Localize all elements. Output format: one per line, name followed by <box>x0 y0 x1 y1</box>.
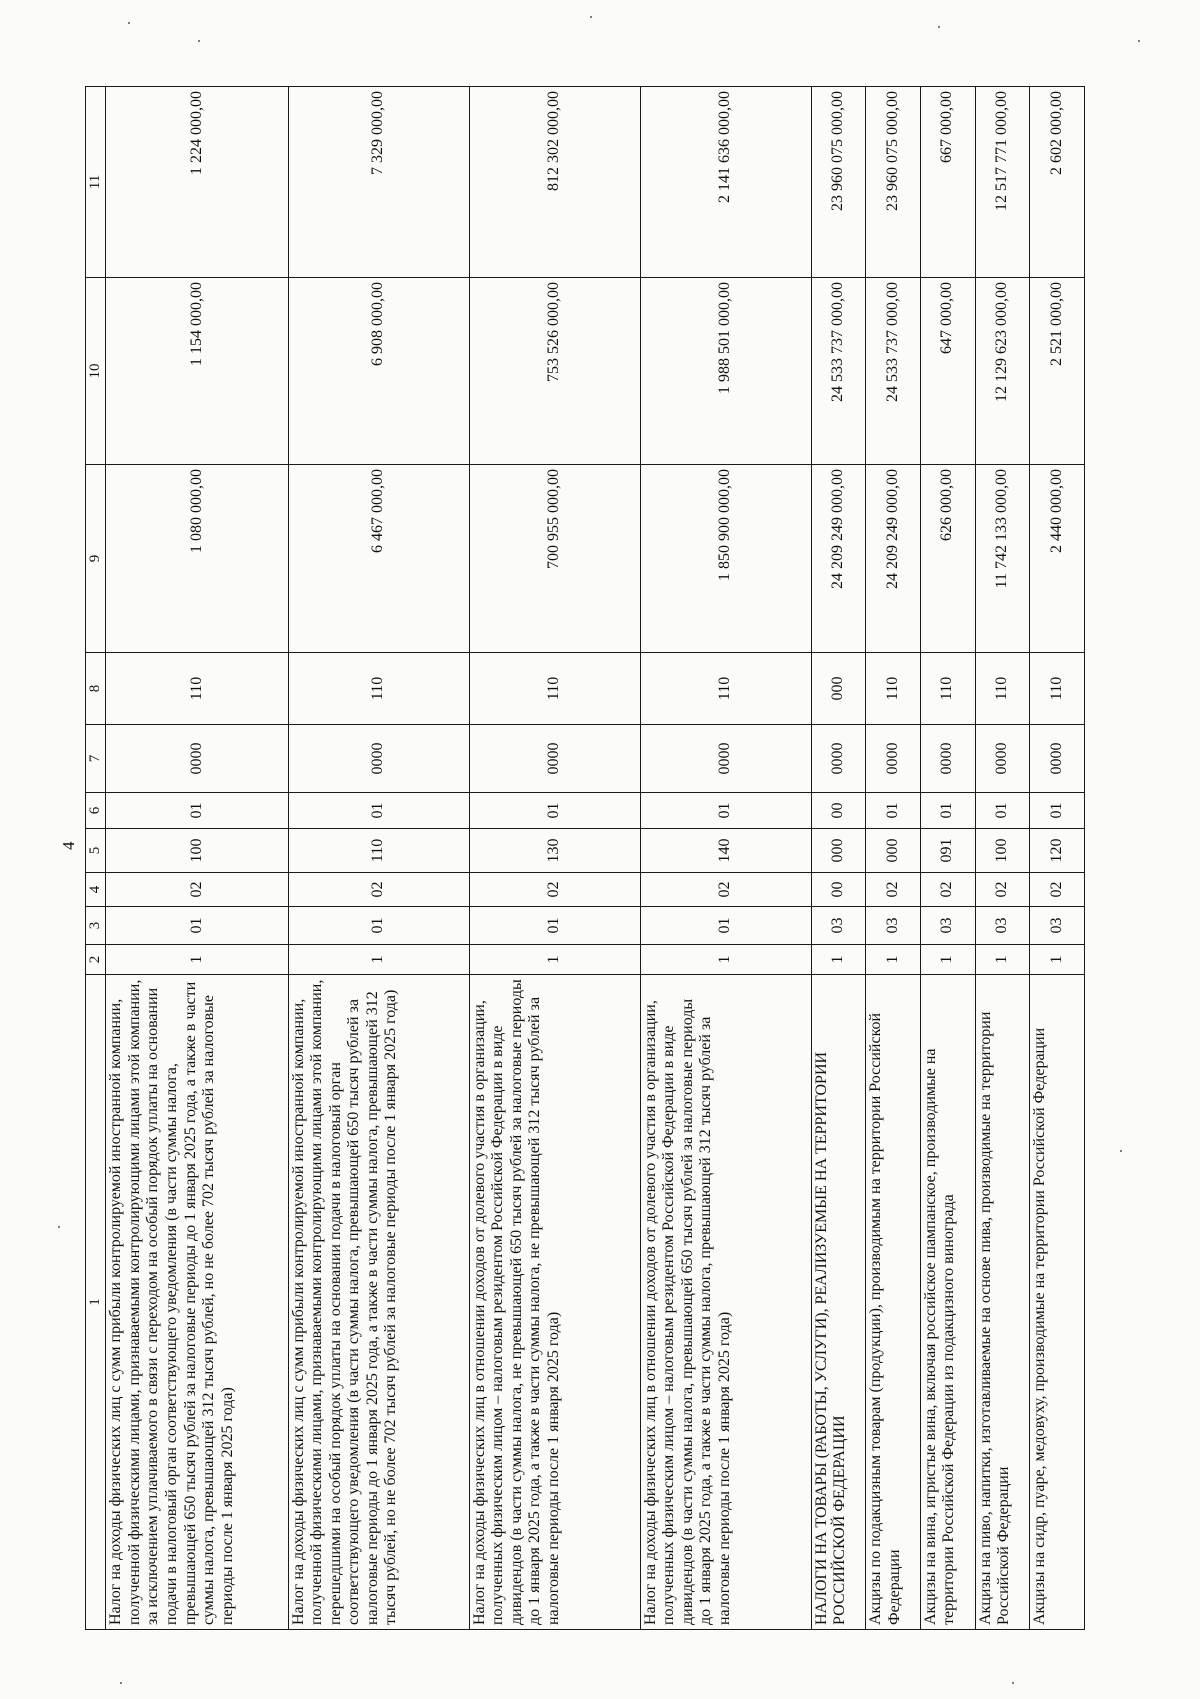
amount-cell: 1 080 000,00 <box>106 465 288 653</box>
amount-cell: 24 209 249 000,00 <box>811 465 866 653</box>
revenue-name-cell: Налог на доходы физических лиц в отношении доходов от долевого участия в организации, полученных физическим лицом – налоговым резидентом Российской Федерации в виде дивидендов (в части суммы налога, превышающей 650 тысяч рублей за налоговые периоды до 1 января 2025 года, а также в части суммы налога, превышающей 312 тысяч рублей за налоговые периоды после 1 января 2025 года) <box>640 975 811 1630</box>
code-cell: 110 <box>1030 653 1085 725</box>
code-cell: 02 <box>866 873 921 907</box>
amount-cell: 1 988 501 000,00 <box>640 278 811 465</box>
revenue-name-cell: Налог на доходы физических лиц с сумм прибыли контролируемой иностранной компании, полученной физическими лицами, признаваемыми контролирующими лицами этой компании, перешедшими на особый порядок уплаты на основании подачи в налоговый орган соответствующего уведомления (в части суммы налога, превышающей 650 тысяч рублей за налоговые периоды до 1 января 2025 года, а также в части суммы налога, превышающей 312 тысяч рублей, но не более 702 тысяч рублей за налоговые периоды после 1 января 2025 года) <box>288 975 469 1630</box>
scan-speck <box>590 16 592 18</box>
amount-cell: 12 517 771 000,00 <box>975 87 1030 278</box>
code-cell: 1 <box>288 945 469 975</box>
code-cell: 1 <box>106 945 288 975</box>
amount-cell: 647 000,00 <box>920 278 975 465</box>
code-cell: 1 <box>1030 945 1085 975</box>
code-cell: 100 <box>975 829 1030 873</box>
code-cell: 03 <box>866 907 921 945</box>
code-cell: 00 <box>811 873 866 907</box>
column-header: 6 <box>86 793 106 829</box>
code-cell: 01 <box>1030 793 1085 829</box>
revenue-table <box>85 86 1085 1630</box>
amount-cell: 23 960 075 000,00 <box>811 87 866 278</box>
code-cell: 0000 <box>640 725 811 793</box>
scan-speck <box>938 26 940 28</box>
amount-cell: 24 533 737 000,00 <box>811 278 866 465</box>
code-cell: 0000 <box>811 725 866 793</box>
column-header: 10 <box>86 278 106 465</box>
scan-speck <box>128 22 130 24</box>
column-header: 11 <box>86 87 106 278</box>
code-cell: 1 <box>866 945 921 975</box>
code-cell: 110 <box>975 653 1030 725</box>
scan-speck <box>1138 40 1140 42</box>
table-row <box>975 87 1030 1630</box>
scan-speck <box>120 1682 122 1684</box>
column-header: 4 <box>86 873 106 907</box>
code-cell: 0000 <box>469 725 640 793</box>
table-row <box>866 87 921 1630</box>
column-header: 1 <box>86 975 106 1630</box>
code-cell: 0000 <box>288 725 469 793</box>
code-cell: 02 <box>975 873 1030 907</box>
table-row <box>811 87 866 1630</box>
amount-cell: 1 154 000,00 <box>106 278 288 465</box>
column-header: 5 <box>86 829 106 873</box>
scan-speck <box>1012 1682 1014 1684</box>
scan-speck <box>1120 1150 1122 1152</box>
code-cell: 000 <box>811 653 866 725</box>
code-cell: 03 <box>975 907 1030 945</box>
code-cell: 0000 <box>106 725 288 793</box>
amount-cell: 11 742 133 000,00 <box>975 465 1030 653</box>
code-cell: 02 <box>106 873 288 907</box>
code-cell: 0000 <box>975 725 1030 793</box>
table-row <box>1030 87 1085 1630</box>
table-row <box>640 87 811 1630</box>
revenue-name-cell: Акцизы на сидр, пуаре, медовуху, производимые на территории Российской Федерации <box>1030 975 1085 1630</box>
code-cell: 1 <box>469 945 640 975</box>
amount-cell: 23 960 075 000,00 <box>866 87 921 278</box>
column-header: 9 <box>86 465 106 653</box>
code-cell: 0000 <box>866 725 921 793</box>
code-cell: 1 <box>811 945 866 975</box>
code-cell: 110 <box>920 653 975 725</box>
code-cell: 0000 <box>920 725 975 793</box>
page-number: 4 <box>59 841 78 850</box>
revenue-name-cell: НАЛОГИ НА ТОВАРЫ (РАБОТЫ, УСЛУГИ), РЕАЛИЗУЕМЫЕ НА ТЕРРИТОРИИ РОССИЙСКОЙ ФЕДЕРАЦИИ <box>811 975 866 1630</box>
amount-cell: 1 850 900 000,00 <box>640 465 811 653</box>
code-cell: 02 <box>469 873 640 907</box>
code-cell: 02 <box>1030 873 1085 907</box>
code-cell: 01 <box>920 793 975 829</box>
column-header: 2 <box>86 945 106 975</box>
table-row <box>288 87 469 1630</box>
code-cell: 100 <box>106 829 288 873</box>
code-cell: 01 <box>640 793 811 829</box>
code-cell: 01 <box>469 793 640 829</box>
code-cell: 01 <box>866 793 921 829</box>
amount-cell: 700 955 000,00 <box>469 465 640 653</box>
code-cell: 03 <box>920 907 975 945</box>
code-cell: 110 <box>288 829 469 873</box>
code-cell: 03 <box>1030 907 1085 945</box>
code-cell: 110 <box>866 653 921 725</box>
code-cell: 1 <box>920 945 975 975</box>
code-cell: 01 <box>106 793 288 829</box>
table-row <box>106 87 288 1630</box>
code-cell: 000 <box>811 829 866 873</box>
revenue-name-cell: Акцизы на пиво, напитки, изготавливаемые на основе пива, производимые на территории Российской Федерации <box>975 975 1030 1630</box>
amount-cell: 24 209 249 000,00 <box>866 465 921 653</box>
code-cell: 130 <box>469 829 640 873</box>
revenue-name-cell: Налог на доходы физических лиц с сумм прибыли контролируемой иностранной компании, полученной физическими лицами, признаваемыми контролирующими лицами этой компании, за исключением уплачиваемого в связи с переходом на особый порядок уплаты на основании подачи в налоговый орган соответствующего уведомления (в части суммы налога, превышающей 650 тысяч рублей за налоговые периоды до 1 января 2025 года, а также в части суммы налога, превышающей 312 тысяч рублей, но не более 702 тысяч рублей за налоговые периоды после 1 января 2025 года) <box>106 975 288 1630</box>
amount-cell: 12 129 623 000,00 <box>975 278 1030 465</box>
code-cell: 02 <box>288 873 469 907</box>
code-cell: 120 <box>1030 829 1085 873</box>
table-row <box>920 87 975 1630</box>
code-cell: 01 <box>975 793 1030 829</box>
code-cell: 1 <box>640 945 811 975</box>
code-cell: 03 <box>811 907 866 945</box>
column-header: 7 <box>86 725 106 793</box>
header-row <box>86 87 106 1630</box>
code-cell: 01 <box>469 907 640 945</box>
revenue-name-cell: Акцизы по подакцизным товарам (продукции), производимым на территории Российской Федерации <box>866 975 921 1630</box>
amount-cell: 667 000,00 <box>920 87 975 278</box>
column-header: 3 <box>86 907 106 945</box>
amount-cell: 812 302 000,00 <box>469 87 640 278</box>
code-cell: 1 <box>975 945 1030 975</box>
amount-cell: 24 533 737 000,00 <box>866 278 921 465</box>
code-cell: 110 <box>469 653 640 725</box>
code-cell: 02 <box>640 873 811 907</box>
amount-cell: 1 224 000,00 <box>106 87 288 278</box>
code-cell: 000 <box>866 829 921 873</box>
code-cell: 091 <box>920 829 975 873</box>
revenue-name-cell: Налог на доходы физических лиц в отношении доходов от долевого участия в организации, полученных физическим лицом – налоговым резидентом Российской Федерации в виде дивидендов (в части суммы налога, не превышающей 650 тысяч рублей за налоговые периоды до 1 января 2025 года, а также в части суммы налога, не превышающей 312 тысяч рублей за налоговые периоды после 1 января 2025 года) <box>469 975 640 1630</box>
code-cell: 110 <box>106 653 288 725</box>
amount-cell: 6 908 000,00 <box>288 278 469 465</box>
rotated-table-wrapper <box>85 87 1085 1630</box>
revenue-name-cell: Акцизы на вина, игристые вина, включая российское шампанское, производимые на территории Российской Федерации из подакцизного винограда <box>920 975 975 1630</box>
code-cell: 01 <box>288 793 469 829</box>
scan-speck <box>198 40 200 42</box>
amount-cell: 2 521 000,00 <box>1030 278 1085 465</box>
column-header: 8 <box>86 653 106 725</box>
amount-cell: 6 467 000,00 <box>288 465 469 653</box>
code-cell: 110 <box>288 653 469 725</box>
code-cell: 02 <box>920 873 975 907</box>
code-cell: 00 <box>811 793 866 829</box>
amount-cell: 753 526 000,00 <box>469 278 640 465</box>
code-cell: 01 <box>106 907 288 945</box>
amount-cell: 2 602 000,00 <box>1030 87 1085 278</box>
code-cell: 0000 <box>1030 725 1085 793</box>
amount-cell: 7 329 000,00 <box>288 87 469 278</box>
code-cell: 01 <box>640 907 811 945</box>
code-cell: 01 <box>288 907 469 945</box>
table-row <box>469 87 640 1630</box>
amount-cell: 626 000,00 <box>920 465 975 653</box>
scan-speck <box>58 1226 60 1228</box>
code-cell: 140 <box>640 829 811 873</box>
code-cell: 110 <box>640 653 811 725</box>
amount-cell: 2 141 636 000,00 <box>640 87 811 278</box>
amount-cell: 2 440 000,00 <box>1030 465 1085 653</box>
